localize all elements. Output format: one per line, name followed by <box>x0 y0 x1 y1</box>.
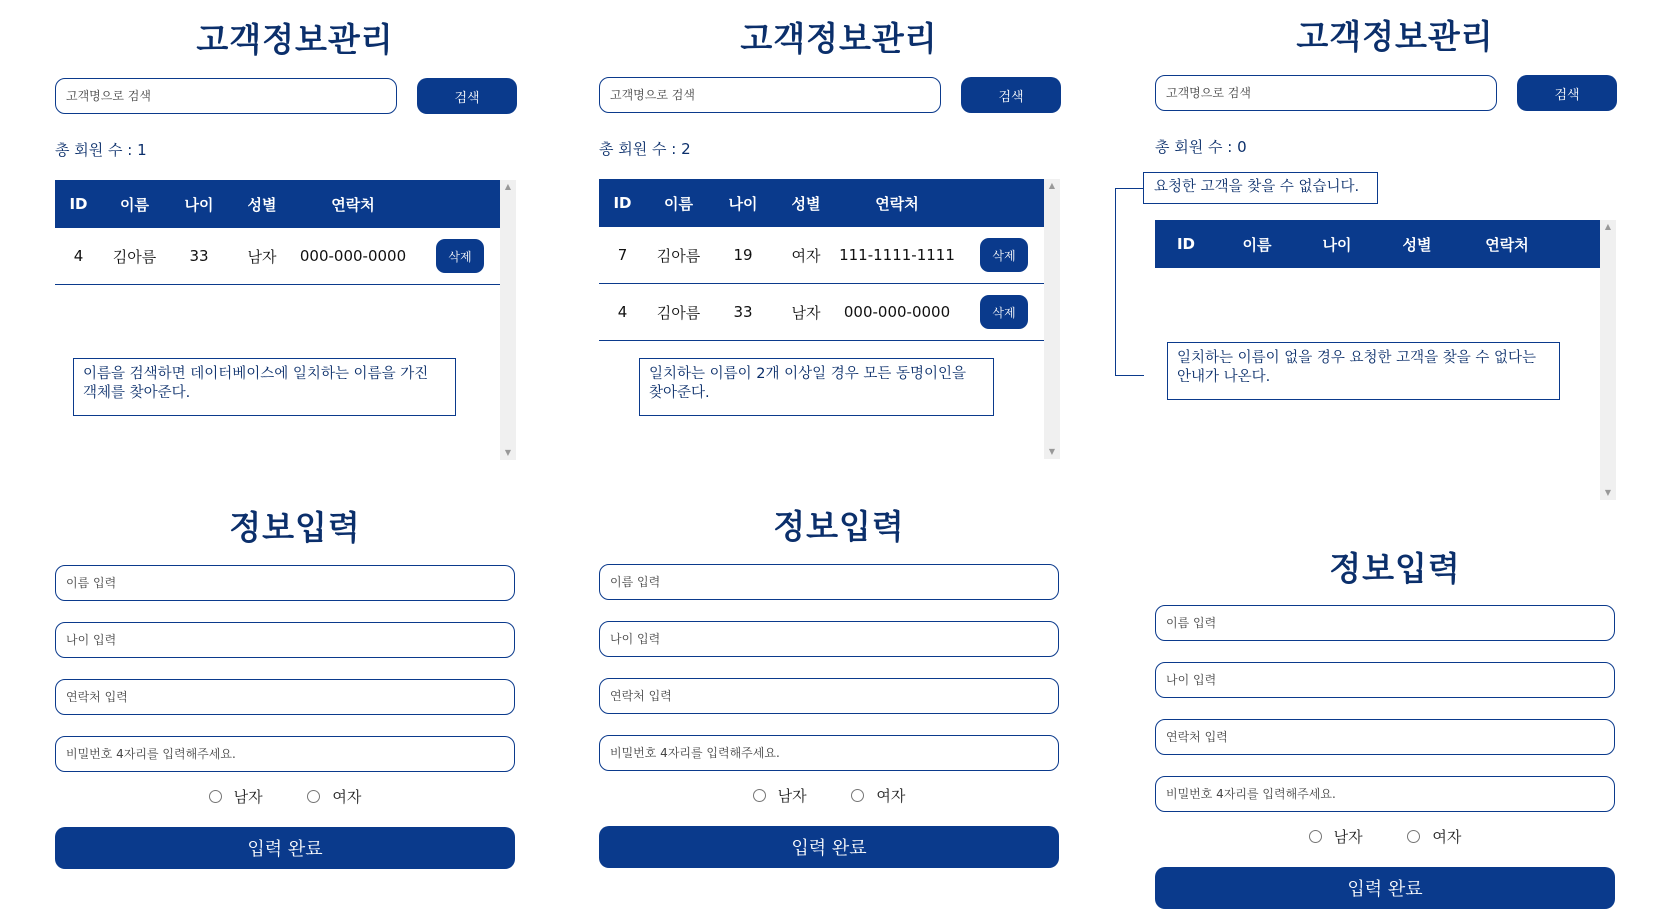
radio-female[interactable] <box>1407 826 1461 847</box>
table-row <box>55 228 500 285</box>
submit-button[interactable]: 입력 완료 <box>55 827 515 869</box>
radio-female[interactable] <box>307 786 361 807</box>
radio-female-input[interactable] <box>1407 830 1420 843</box>
annotation-note: 일치하는 이름이 2개 이상일 경우 모든 동명이인을 찾아준다. <box>639 358 994 416</box>
member-count <box>55 139 147 160</box>
annotation-connector <box>1115 188 1144 376</box>
member-count-label: 총 회원 수 : <box>55 141 138 159</box>
scroll-up-icon[interactable]: ▲ <box>1048 181 1056 190</box>
radio-male[interactable] <box>753 785 807 806</box>
phone-field[interactable] <box>599 678 1059 714</box>
table-row <box>599 227 1044 284</box>
delete-button[interactable]: 삭제 <box>980 295 1028 329</box>
cell-name: 김아름 <box>656 303 701 322</box>
member-count-value: 2 <box>681 140 691 158</box>
col-gender: 성별 <box>1402 235 1432 254</box>
cell-phone: 000-000-0000 <box>843 303 951 321</box>
form-title: 정보입력 <box>229 508 361 547</box>
search-button[interactable]: 검색 <box>417 78 517 114</box>
cell-age: 33 <box>733 303 753 321</box>
col-age: 나이 <box>1322 235 1352 254</box>
cell-id: 4 <box>617 303 628 321</box>
table-scrollbar[interactable] <box>1600 220 1616 500</box>
member-count-label: 총 회원 수 : <box>599 140 682 158</box>
password-field[interactable] <box>599 735 1059 771</box>
radio-male-input[interactable] <box>209 790 222 803</box>
search-input[interactable] <box>1155 75 1497 111</box>
page-title: 고객정보관리 <box>1296 17 1494 56</box>
radio-male-label: 남자 <box>1333 828 1363 846</box>
cell-gender: 여자 <box>791 246 821 265</box>
member-count <box>599 138 691 159</box>
member-count-label: 총 회원 수 : <box>1155 138 1238 156</box>
search-input[interactable] <box>599 77 941 113</box>
scroll-down-icon[interactable]: ▼ <box>1048 447 1056 456</box>
submit-button[interactable]: 입력 완료 <box>599 826 1059 868</box>
member-count <box>1155 136 1247 157</box>
table-header <box>55 180 500 228</box>
delete-button[interactable]: 삭제 <box>980 238 1028 272</box>
scroll-up-icon[interactable]: ▲ <box>1604 222 1612 231</box>
col-age: 나이 <box>728 194 758 213</box>
radio-female[interactable] <box>851 785 905 806</box>
table-header <box>599 179 1044 227</box>
radio-male[interactable] <box>209 786 263 807</box>
name-field[interactable] <box>1155 605 1615 641</box>
annotation-note: 일치하는 이름이 없을 경우 요청한 고객을 찾을 수 없다는 안내가 나온다. <box>1167 342 1560 400</box>
cell-name: 김아름 <box>656 246 701 265</box>
col-id: ID <box>69 195 88 213</box>
scroll-down-icon[interactable]: ▼ <box>504 448 512 457</box>
radio-female-label: 여자 <box>876 787 906 805</box>
col-phone: 연락처 <box>1485 235 1529 254</box>
password-field[interactable] <box>55 736 515 772</box>
cell-gender: 남자 <box>247 247 277 266</box>
cell-gender: 남자 <box>791 303 821 322</box>
col-id: ID <box>1176 235 1196 253</box>
radio-male-label: 남자 <box>233 788 263 806</box>
radio-female-label: 여자 <box>1432 828 1462 846</box>
search-input[interactable] <box>55 78 397 114</box>
age-field[interactable] <box>55 622 515 658</box>
member-count-value: 0 <box>1237 138 1247 156</box>
cell-id: 7 <box>617 246 628 264</box>
panel-1 <box>55 0 535 914</box>
col-id: ID <box>613 194 632 212</box>
gender-radio-group <box>599 785 1059 806</box>
annotation-note: 이름을 검색하면 데이터베이스에 일치하는 이름을 가진 객체를 찾아준다. <box>73 358 456 416</box>
password-field[interactable] <box>1155 776 1615 812</box>
customer-table <box>55 180 515 460</box>
cell-age: 33 <box>189 247 209 265</box>
radio-female-label: 여자 <box>332 788 362 806</box>
not-found-message: 요청한 고객을 찾을 수 없습니다. <box>1143 172 1378 204</box>
radio-male-label: 남자 <box>777 787 807 805</box>
col-age: 나이 <box>184 195 214 214</box>
col-phone: 연락처 <box>331 195 375 214</box>
radio-male-input[interactable] <box>753 789 766 802</box>
age-field[interactable] <box>1155 662 1615 698</box>
form-title: 정보입력 <box>1329 549 1461 588</box>
col-name: 이름 <box>120 195 149 214</box>
cell-phone: 111-1111-1111 <box>839 246 955 264</box>
name-field[interactable] <box>599 564 1059 600</box>
radio-female-input[interactable] <box>851 789 864 802</box>
gender-radio-group <box>1155 826 1615 847</box>
table-scrollbar[interactable] <box>500 180 516 460</box>
form-title: 정보입력 <box>773 507 905 546</box>
cell-age: 19 <box>733 246 753 264</box>
search-button[interactable]: 검색 <box>961 77 1061 113</box>
panel-3 <box>1155 0 1635 914</box>
search-button[interactable]: 검색 <box>1517 75 1617 111</box>
table-scrollbar[interactable] <box>1044 179 1060 459</box>
table-header <box>1155 220 1600 268</box>
radio-male[interactable] <box>1309 826 1363 847</box>
radio-male-input[interactable] <box>1309 830 1322 843</box>
delete-button[interactable]: 삭제 <box>436 239 484 273</box>
age-field[interactable] <box>599 621 1059 657</box>
col-name: 이름 <box>1242 235 1272 254</box>
phone-field[interactable] <box>1155 719 1615 755</box>
cell-id: 4 <box>73 247 84 265</box>
name-field[interactable] <box>55 565 515 601</box>
cell-name: 김아름 <box>112 247 157 266</box>
panel-2 <box>599 0 1079 914</box>
submit-button[interactable]: 입력 완료 <box>1155 867 1615 909</box>
gender-radio-group <box>55 786 515 807</box>
phone-field[interactable] <box>55 679 515 715</box>
col-gender: 성별 <box>791 194 821 213</box>
scroll-down-icon[interactable]: ▼ <box>1604 488 1612 497</box>
cell-phone: 000-000-0000 <box>299 247 407 265</box>
member-count-value: 1 <box>137 141 147 159</box>
page-title: 고객정보관리 <box>196 20 394 59</box>
scroll-up-icon[interactable]: ▲ <box>504 182 512 191</box>
customer-table <box>599 179 1059 459</box>
radio-female-input[interactable] <box>307 790 320 803</box>
page-title: 고객정보관리 <box>740 19 938 58</box>
col-name: 이름 <box>664 194 693 213</box>
col-phone: 연락처 <box>875 194 919 213</box>
col-gender: 성별 <box>247 195 277 214</box>
table-row <box>599 284 1044 341</box>
